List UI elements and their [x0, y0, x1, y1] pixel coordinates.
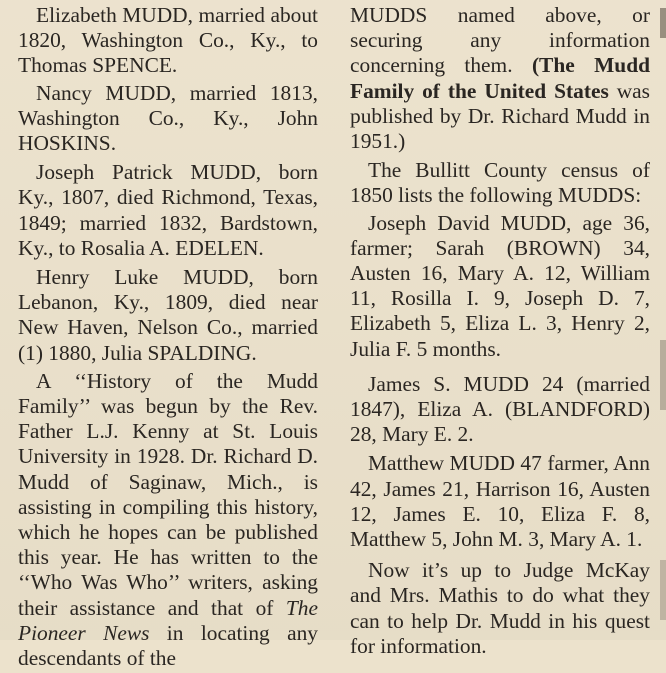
history-text-part1: A ‘‘History of the Mudd Family’’ was begun by the Rev. Father L.J. Kenny at St. Louis University in 1928. Dr. Richard D. Mudd of Saginaw, Mich., is assisting in compiling this history, which he hopes can be published this year. He has written to the ‘‘Who Was Who’’ writers, asking their assistance and that of [18, 368, 318, 620]
paragraph-james-s-mudd: James S. MUDD 24 (married 1847), Eliza A. (BLANDFORD) 28, Mary E. 2. [350, 371, 650, 447]
history-text-part2: in locating any descendants of the [18, 620, 318, 671]
paragraph-mudds-continued [350, 3, 650, 154]
paragraph-joseph-david-mudd: Joseph David MUDD, age 36, farmer; Sarah (BROWN) 34, Austen 16, Mary A. 12, William 11, Rosilla I. 9, Joseph D. 7, Elizabeth 5, Eliza L. 3, Henry 2, Julia F. 5 months. [350, 210, 650, 361]
paragraph-matthew-mudd: Matthew MUDD 47 farmer, Ann 42, James 21, Harrison 16, Austen 12, James E. 10, Eliza F. 8, Matthew 5, John M. 3, Mary A. 1. [350, 451, 650, 552]
right-column [350, 3, 650, 661]
paragraph-bullitt-census: The Bullitt County census of 1850 lists the following MUDDS: [350, 158, 650, 208]
paragraph-joseph-patrick-mudd: Joseph Patrick MUDD, born Ky., 1807, died Richmond, Texas, 1849; married 1832, Bardstown, Ky., to Rosalia A. EDELEN. [18, 160, 318, 260]
continued-text-part2: was published by Dr. Richard Mudd in 1951.) [350, 78, 651, 154]
page-edge-mark [660, 340, 666, 410]
page-edge-mark [660, 560, 666, 620]
left-column [18, 3, 318, 673]
paragraph-closing: Now it’s up to Judge McKay and Mrs. Mathis to do what they can to help Dr. Mudd in his quest for information. [350, 558, 650, 658]
paragraph-elizabeth-mudd: Elizabeth MUDD, married about 1820, Washington Co., Ky., to Thomas SPENCE. [18, 3, 318, 78]
continued-text-part1: MUDDS named above, or securing any information concerning them. [350, 3, 650, 78]
page-edge-mark [660, 8, 666, 38]
paragraph-nancy-mudd: Nancy MUDD, married 1813, Washington Co., Ky., John HOSKINS. [18, 80, 318, 156]
paragraph-history-of-mudd-family [18, 369, 318, 671]
newspaper-title: The Pioneer News [18, 595, 318, 645]
book-title-bold: (The Mudd Family of the United States [350, 53, 650, 103]
paragraph-henry-luke-mudd: Henry Luke MUDD, born Lebanon, Ky., 1809, died near New Haven, Nelson Co., married (1) 1880, Julia SPALDING. [18, 265, 318, 365]
